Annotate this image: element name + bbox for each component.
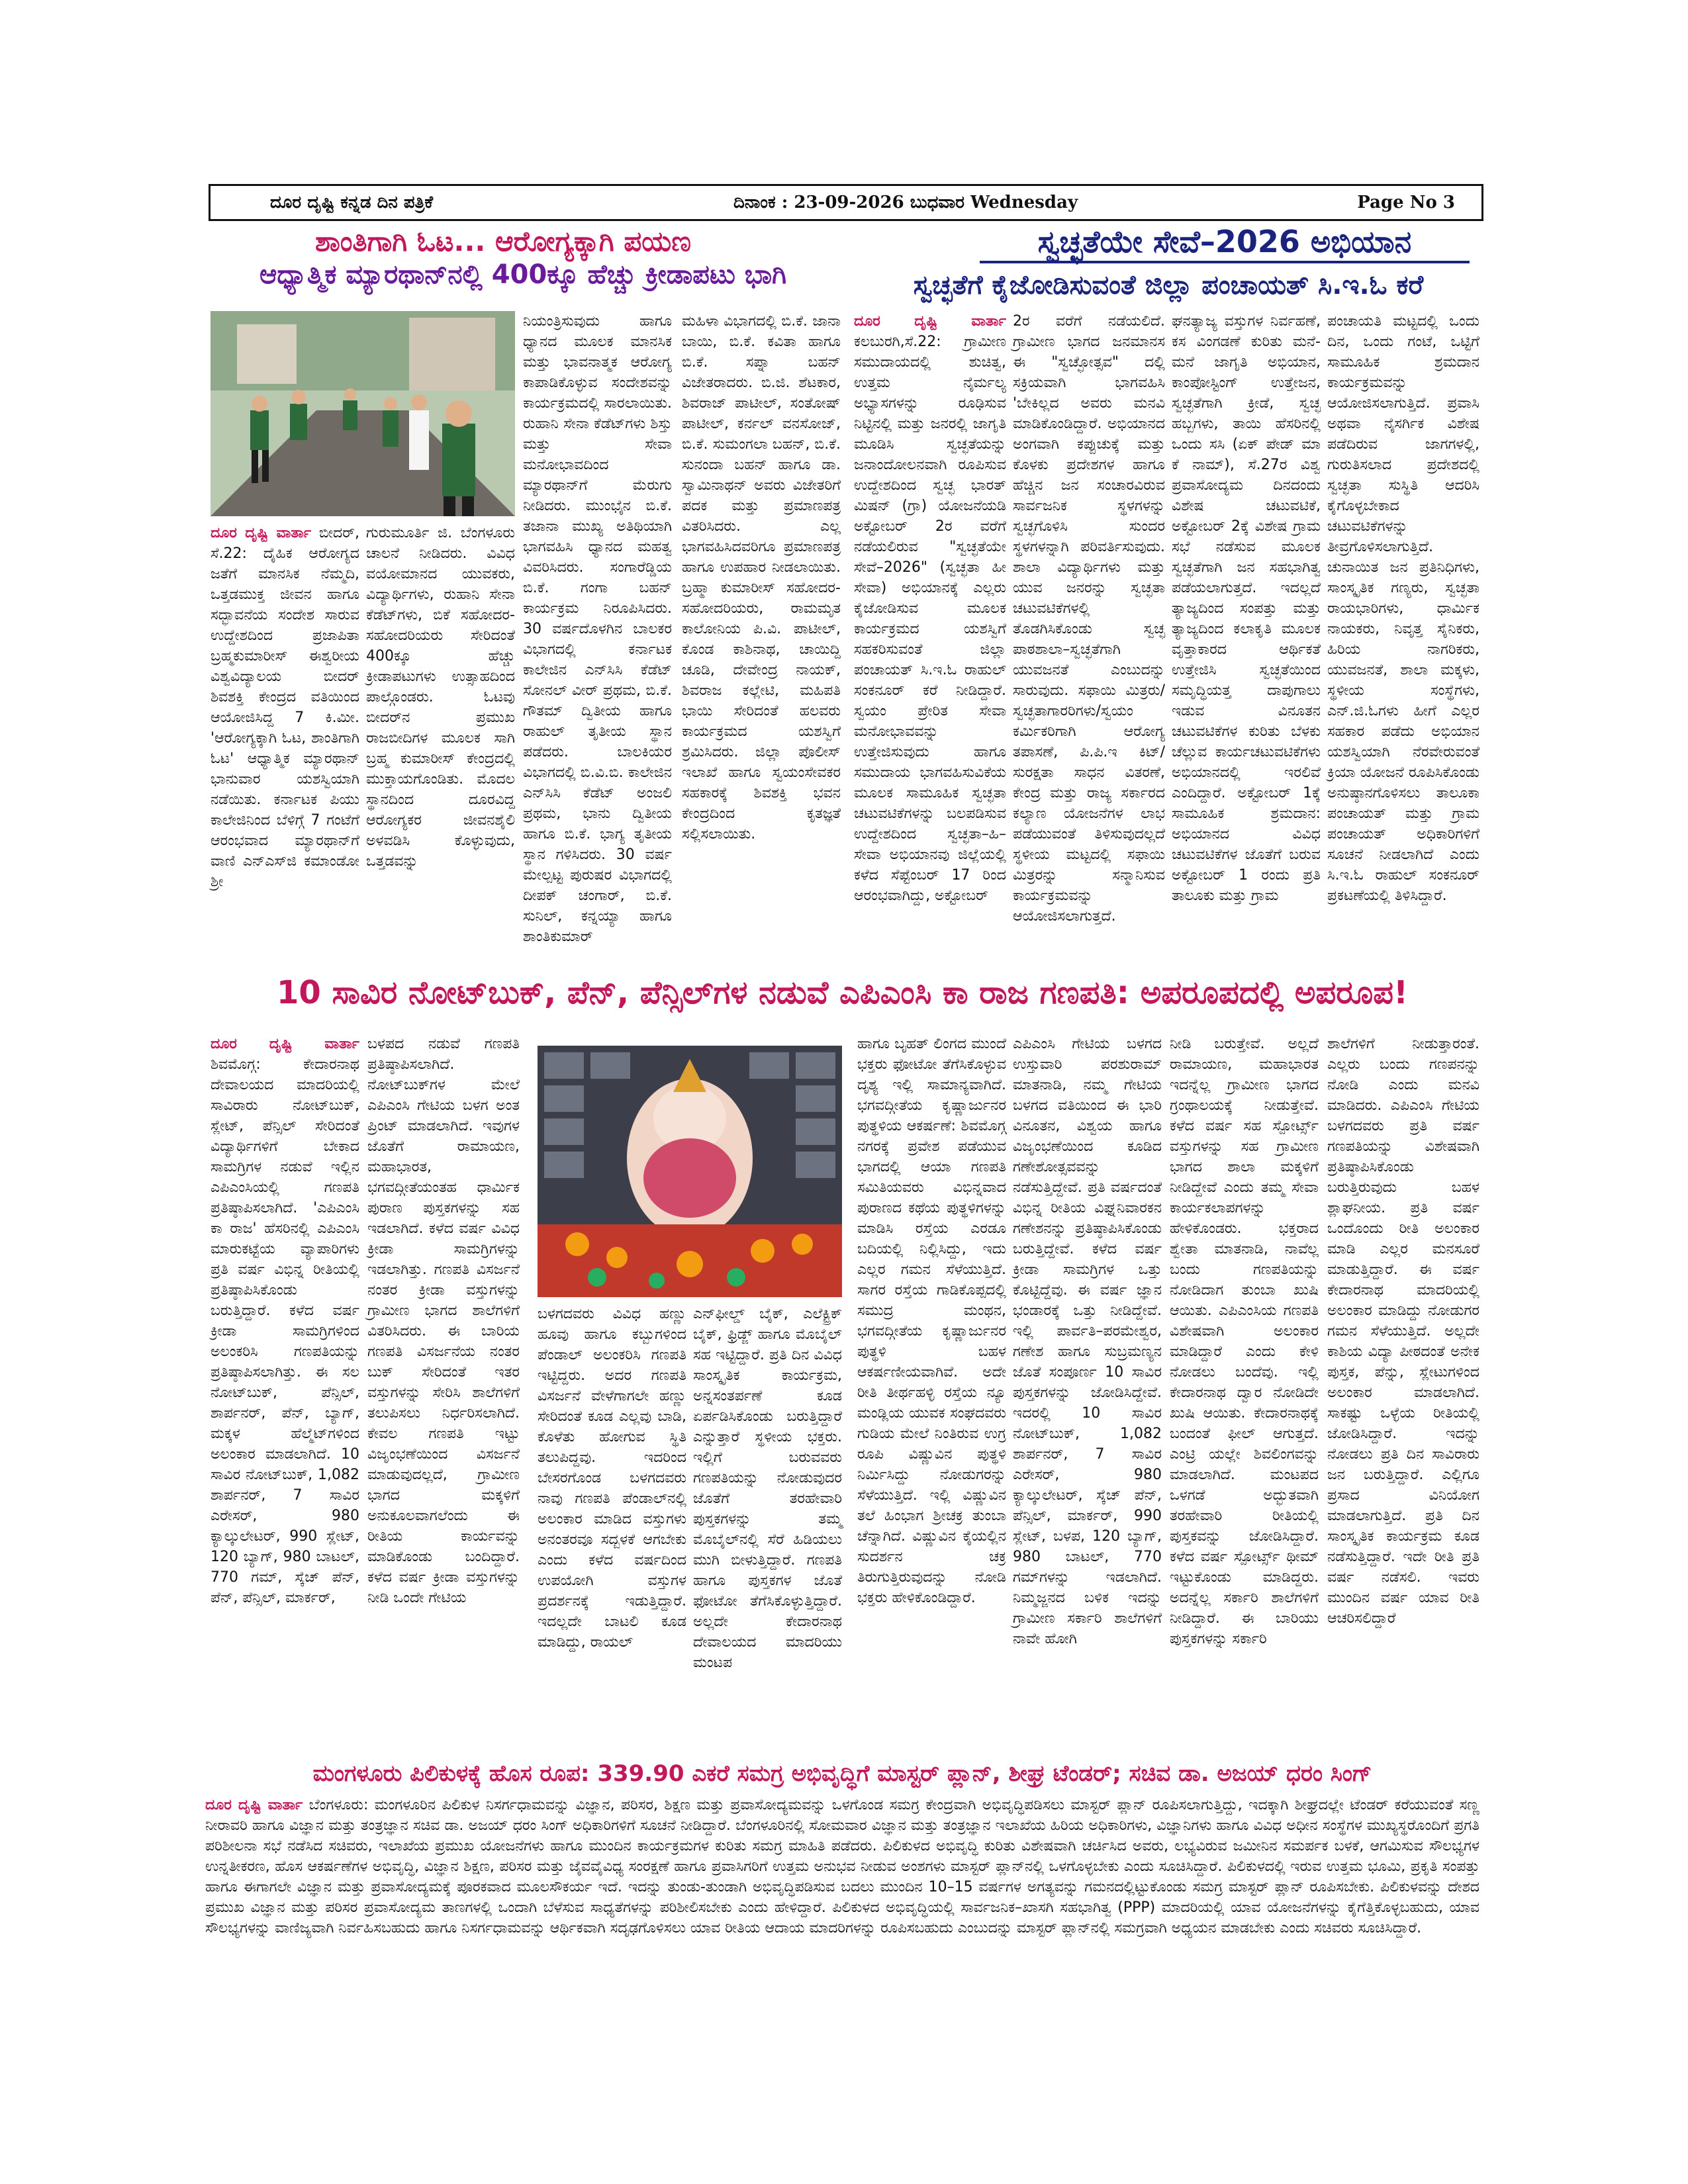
ganapati-text-4: ಎನ್‌ಫೀಲ್ಡ್ ಬೈಕ್, ಎಲೆಕ್ಟ್ರಿಕ್ ಬೈಕ್, ಫ್ರಿಡ್ಜ್ ಹಾಗೂ ಮೊಬೈಲ್ ಸಹ ಇಟ್ಟಿದ್ದಾರೆ. ಪ್ರತಿ ದಿನ ವಿವಿಧ ಸಾಂಸ್ಕೃತಿಕ ಕಾರ್ಯಕ್ರಮ, ಅನ್ನಸಂತರ್ಪಣೆ ಕೂಡ ಏರ್ಪಡಿಸಿಕೊಂಡು ಬರುತ್ತಿದ್ದಾರೆ ಎನ್ನುತ್ತಾರೆ ಸ್ಥಳೀಯ ಭಕ್ತರು. ಇಲ್ಲಿಗೆ ಬರುವವರು ಗಣಪತಿಯನ್ನು ನೋಡುವುದರ ಜೊತೆಗೆ ತರಹೇವಾರಿ ಪುಸ್ತಕಗಳನ್ನು ತಮ್ಮ ಮೊಬೈಲ್‌ನಲ್ಲಿ ಸೆರೆ ಹಿಡಿಯಲು ಮುಗಿ ಬೀಳುತ್ತಿದ್ದಾರೆ. ಗಣಪತಿ ಹಾಗೂ ಪುಸ್ತಕಗಳ ಜೊತೆ ಫೋಟೋ ತೆಗೆಸಿಕೊಳ್ಳುತ್ತಿದ್ದಾರೆ. ಅಲ್ಲದೇ ಕೇದಾರನಾಥ ದೇವಾಲಯದ ಮಾದರಿಯು ಮಂಟಪ — [693, 1306, 842, 1671]
ganapati-text-1: ಶಿವಮೊಗ್ಗ: ಕೇದಾರನಾಥ ದೇವಾಲಯದ ಮಾದರಿಯಲ್ಲಿ ಸಾವಿರಾರು ನೋಟ್‌ಬುಕ್, ಸ್ಲೇಟ್, ಪೆನ್ಸಿಲ್ ಸೇರಿದಂತೆ ವಿದ್ಯಾರ್ಥಿಗಳಿಗೆ ಬೇಕಾದ ಸಾಮಗ್ರಿಗಳ ನಡುವೆ ಇಲ್ಲಿನ ಎಪಿಎಂಸಿಯಲ್ಲಿ ಗಣಪತಿ ಪ್ರತಿಷ್ಠಾಪಿಸಲಾಗಿದೆ. 'ಎಪಿಎಂಸಿ ಕಾ ರಾಜ' ಹೆಸರಿನಲ್ಲಿ ಎಪಿಎಂಸಿ ಮಾರುಕಟ್ಟೆಯ ವ್ಯಾಪಾರಿಗಳು ಪ್ರತಿ ವರ್ಷ ವಿಭಿನ್ನ ರೀತಿಯಲ್ಲಿ ಪ್ರತಿಷ್ಠಾಪಿಸಿಕೊಂಡು ಬರುತ್ತಿದ್ದಾರೆ. ಕಳೆದ ವರ್ಷ ಕ್ರೀಡಾ ಸಾಮಗ್ರಿಗಳಿಂದ ಅಲಂಕರಿಸಿ ಗಣಪತಿಯನ್ನು ಪ್ರತಿಷ್ಠಾಪಿಸಲಾಗಿತ್ತು. ಈ ಸಲ ನೋಟ್‌ಬುಕ್, ಪೆನ್ಸಿಲ್, ಶಾರ್ಪನರ್, ಪೆನ್, ಬ್ಯಾಗ್, ಮಕ್ಕಳ ಹೆಲ್ಮೆಟ್‌ಗಳಿಂದ ಅಲಂಕಾರ ಮಾಡಲಾಗಿದೆ. 10 ಸಾವಿರ ನೋಟ್‌ಬುಕ್, 1,082 ಶಾರ್ಪನರ್, 7 ಸಾವಿರ ಎರೇಸರ್, 980 ಕ್ಯಾಲ್ಕುಲೇಟರ್, 990 ಸ್ಲೇಟ್, 120 ಬ್ಯಾಗ್, 980 ಬಾಟಲ್, 770 ಗಮ್, ಸ್ಕೆಚ್ ಪೆನ್, ಪೆನ್, ಪೆನ್ಸಿಲ್, ಮಾರ್ಕರ್, — [211, 1056, 359, 1606]
ganapati-col-5 — [857, 1034, 1006, 1749]
ganapati-photo-art — [538, 1046, 842, 1297]
left-story-text-3: ನಿಯಂತ್ರಿಸುವುದು ಹಾಗೂ ಧ್ಯಾನದ ಮೂಲಕ ಮಾನಸಿಕ ಮತ್ತು ಭಾವನಾತ್ಮಕ ಆರೋಗ್ಯ ಕಾಪಾಡಿಕೊಳ್ಳುವ ಸಂದೇಶವನ್ನು ಕಾರ್ಯಕ್ರಮದಲ್ಲಿ ಸಾರಲಾಯಿತು. ರುಹಾನಿ ಸೇನಾ ಕೆಡೆಟ್‌ಗಳು ಶಿಸ್ತು ಮತ್ತು ಸೇವಾ ಮನೋಭಾವದಿಂದ ಮ್ಯಾರಥಾನ್‌ಗೆ ಮೆರುಗು ನೀಡಿದರು. ಮುಂಭೈನ ಬಿ.ಕೆ. ತಜಾನಾ ಮುಖ್ಯ ಅತಿಥಿಯಾಗಿ ಭಾಗವಹಿಸಿ ಧ್ಯಾನದ ಮಹತ್ವ ವಿವರಿಸಿದರು. ಸಂಗಾರೆಡ್ಡಿಯ ಬಿ.ಕೆ. ಗಂಗಾ ಬಹನ್ ಕಾರ್ಯಕ್ರಮ ನಿರೂಪಿಸಿದರು. 30 ವರ್ಷದೊಳಗಿನ ಬಾಲಕರ ವಿಭಾಗದಲ್ಲಿ ಕರ್ನಾಟಕ ಕಾಲೇಜಿನ ಎನ್‌ಸಿಸಿ ಕೆಡೆಟ್ ಸೋನಲ್ ವೀರ್ ಪ್ರಥಮ, ಬಿ.ಕೆ. ಗೌತಮ್ ದ್ವಿತೀಯ ಹಾಗೂ ರಾಹುಲ್ ತೃತೀಯ ಸ್ಥಾನ ಪಡೆದರು. ಬಾಲಕಿಯರ ವಿಭಾಗದಲ್ಲಿ ಬಿ.ವಿ.ಬಿ. ಕಾಲೇಜಿನ ಎನ್‌ಸಿಸಿ ಕೆಡೆಟ್ ಅಂಜಲಿ ಪ್ರಥಮ, ಭಾನು ದ್ವಿತೀಯ ಹಾಗೂ ಬಿ.ಕೆ. ಭಾಗ್ಯ ತೃತೀಯ ಸ್ಥಾನ ಗಳಿಸಿದರು. 30 ವರ್ಷ ಮೇಲ್ಪಟ್ಟ ಪುರುಷರ ವಿಭಾಗದಲ್ಲಿ ದೀಪಕ್ ಚಂಗಾರ್, ಬಿ.ಕೆ. ಸುನಿಲ್, ಕನ್ನಯ್ಯಾ ಹಾಗೂ ಶಾಂತಿಕುಮಾರ್ — [523, 313, 672, 945]
right-story-kicker: ಸ್ವಚ್ಛತೆಯೇ ಸೇವೆ–2026 ಅಭಿಯಾನ — [980, 224, 1470, 263]
left-story-kicker: ಶಾಂತಿಗಾಗಿ ಓಟ... ಆರೋಗ್ಯಕ್ಕಾಗಿ ಪಯಣ — [314, 225, 691, 257]
left-story-col-2 — [366, 523, 515, 927]
left-story-text-2: ಗುರುಮೂರ್ತಿ ಜಿ. ಬೆಂಗಳೂರು ಚಾಲನೆ ನೀಡಿದರು. ವಿವಿಧ ವಯೋಮಾನದ ಯುವಕರು, ವಿದ್ಯಾರ್ಥಿಗಳು, ರುಹಾನಿ ಸೇನಾ ಕೆಡೆಟ್‌ಗಳು, ಬಿಕೆ ಸಹೋದರ-ಸಹೋದರಿಯರು ಸೇರಿದಂತೆ 400ಕ್ಕೂ ಹೆಚ್ಚು ಕ್ರೀಡಾಪಟುಗಳು ಉತ್ಸಾಹದಿಂದ ಪಾಲ್ಗೊಂಡರು. ಓಟವು ಬೀದರ್‌ನ ಪ್ರಮುಖ ರಾಜಬೀದಿಗಳ ಮೂಲಕ ಸಾಗಿ ಬ್ರಹ್ಮ ಕುಮಾರೀಸ್ ಕೇಂದ್ರದಲ್ಲಿ ಮುಕ್ತಾಯಗೊಂಡಿತು. ಮೊದಲ ಸ್ಥಾನದಿಂದ ದೂರವಿದ್ದ ಆರೋಗ್ಯಕರ ಜೀವನಶೈಲಿ ಅಳವಡಿಸಿ ಕೊಳ್ಳುವುದು, ಒತ್ತಡವನ್ನು — [366, 525, 515, 870]
ganapati-text-7: ನೀಡಿ ಬರುತ್ತೇವೆ. ಅಲ್ಲದೆ ರಾಮಾಯಣ, ಮಹಾಭಾರತ ಇದನ್ನೆಲ್ಲ ಗ್ರಾಮೀಣ ಭಾಗದ ಗ್ರಂಥಾಲಯಕ್ಕೆ ನೀಡುತ್ತೇವೆ. ಕಳೆದ ವರ್ಷ ಸಹ ಸ್ಪೋರ್ಟ್ಸ್ ವಸ್ತುಗಳನ್ನು ಸಹ ಗ್ರಾಮೀಣ ಭಾಗದ ಶಾಲಾ ಮಕ್ಕಳಿಗೆ ನೀಡಿದ್ದೇವೆ ಎಂದು ತಮ್ಮ ಸೇವಾ ಕಾರ್ಯಕಲಾಪಗಳನ್ನು ಹೇಳಿಕೊಂಡರು. ಭಕ್ತರಾದ ಶ್ವೇತಾ ಮಾತನಾಡಿ, ನಾವೆಲ್ಲ ಬಂದು ಗಣಪತಿಯನ್ನು ನೋಡಿದಾಗ ತುಂಬಾ ಖುಷಿ ಆಯಿತು. ಎಪಿಎಂಸಿಯ ಗಣಪತಿ ವಿಶೇಷವಾಗಿ ಅಲಂಕಾರ ಮಾಡಿದ್ದಾರೆ ಎಂದು ಕೇಳಿ ನೋಡಲು ಬಂದೆವು. ಇಲ್ಲಿ ಕೇದಾರನಾಥ ದ್ವಾರ ನೋಡಿದೇ ಖುಷಿ ಆಯಿತು. ಕೇದಾರನಾಥಕ್ಕೆ ಬಂದಂತೆ ಫೀಲ್ ಆಗುತ್ತದೆ. ಎಂಟ್ರಿ ಯಲ್ಲೇ ಶಿವಲಿಂಗವನ್ನು ಮಾಡಲಾಗಿದೆ. ಮಂಟಪದ ಒಳಗಡೆ ಅದ್ಭುತವಾಗಿ ತರಹೇವಾರಿ ರೀತಿಯಲ್ಲಿ ಪುಸ್ತಕವನ್ನು ಜೋಡಿಸಿದ್ದಾರೆ. ಕಳೆದ ವರ್ಷ ಸ್ಪೋರ್ಟ್ಸ್ ಥೀಮ್ ಇಟ್ಟುಕೊಂಡು ಮಾಡಿದ್ದರು. ಅದನ್ನೆಲ್ಲ ಸರ್ಕಾರಿ ಶಾಲೆಗಳಿಗೆ ನೀಡಿದ್ದಾರೆ. ಈ ಬಾರಿಯು ಪುಸ್ತಕಗಳನ್ನು ಸರ್ಕಾರಿ — [1170, 1036, 1319, 1647]
ganapati-col-6 — [1013, 1034, 1162, 1749]
marathon-photo — [211, 311, 515, 516]
right-story-text-3: ಘನತ್ಯಾಜ್ಯ ವಸ್ತುಗಳ ನಿರ್ವಹಣೆ, ಕಸ ವಿಂಗಡಣೆ ಕುರಿತು ಮನೆ-ಮನೆ ಜಾಗೃತಿ ಅಭಿಯಾನ, ಕಾಂಪೋಸ್ಟಿಂಗ್ ಉತ್ತೇಜನ, ಸ್ವಚ್ಛತೆಗಾಗಿ ಕ್ರೀಡೆ, ಸ್ವಚ್ಛ ಹಬ್ಬಗಳು, ತಾಯಿ ಹೆಸರಿನಲ್ಲಿ ಒಂದು ಸಸಿ (ಏಕ್ ಪೇಡ್ ಮಾ ಕೆ ನಾಮ್), ಸೆ.27ರ ವಿಶ್ವ ಪ್ರವಾಸೋದ್ಯಮ ದಿನದಂದು ವಿಶೇಷ ಚಟುವಟಿಕೆ, ಅಕ್ಟೋಬರ್ 2ಕ್ಕೆ ವಿಶೇಷ ಗ್ರಾಮ ಸಭೆ ನಡೆಸುವ ಮೂಲಕ ಸ್ವಚ್ಛತೆಗಾಗಿ ಜನ ಸಹಭಾಗಿತ್ವ ಪಡೆಯಲಾಗುತ್ತದೆ. ಇದಲ್ಲದೆ ತ್ಯಾಜ್ಯದಿಂದ ಸಂಪತ್ತು ಮತ್ತು ತ್ಯಾಜ್ಯದಿಂದ ಕಲಾಕೃತಿ ಮೂಲಕ ವೃತ್ತಾಕಾರದ ಆರ್ಥಿಕತೆ ಉತ್ತೇಜಿಸಿ ಸ್ವಚ್ಛತೆಯಿಂದ ಸಮೃದ್ಧಿಯತ್ತ ದಾಪುಗಾಲು ಇಡುವ ವಿನೂತನ ಚಟುವಟಿಕೆಗಳ ಕುರಿತು ಬೆಳಕು ಚೆಲ್ಲುವ ಕಾರ್ಯಚಟುವಟಿಕೆಗಳು ಅಭಿಯಾನದಲ್ಲಿ ಇರಲಿವೆ ಎಂದಿದ್ದಾರೆ. ಅಕ್ಟೋಬರ್ 1ಕ್ಕೆ ಸಾಮೂಹಿಕ ಶ್ರಮದಾನ: ಅಭಿಯಾನದ ವಿವಿಧ ಚಟುವಟಿಕೆಗಳ ಜೊತೆಗೆ ಬರುವ ಅಕ್ಟೋಬರ್ 1 ರಂದು ಪ್ರತಿ ತಾಲೂಕು ಮತ್ತು ಗ್ರಾಮ — [1172, 313, 1321, 904]
right-story-byline: ದೂರ ದೃಷ್ಟಿ ವಾರ್ತಾ — [854, 313, 1006, 330]
mangaluru-byline: ದೂರ ದೃಷ್ಟಿ ವಾರ್ತಾ — [205, 1797, 303, 1813]
left-story-text-4: ಮಹಿಳಾ ವಿಭಾಗದಲ್ಲಿ ಬಿ.ಕೆ. ಜಾನಾ ಬಾಯಿ, ಬಿ.ಕೆ. ಕವಿತಾ ಹಾಗೂ ಬಿ.ಕೆ. ಸಪ್ನಾ ಬಹನ್ ವಿಜೇತರಾದರು. ಬಿ.ಜಿ. ಶೆಟಕಾರ, ಶಿವರಾಜ್ ಪಾಟೀಲ್, ಸಂತೋಷ್ ಪಾಟೀಲ್, ಕರ್ನಲ್ ವನಸೋಜ್, ಬಿ.ಕೆ. ಸುಮಂಗಲಾ ಬಹನ್, ಬಿ.ಕೆ. ಸುನಂದಾ ಬಹನ್ ಹಾಗೂ ಡಾ. ಸ್ವಾಮಿನಾಥನ್ ಅವರು ವಿಜೇತರಿಗೆ ಪದಕ ಮತ್ತು ಪ್ರಮಾಣಪತ್ರ ವಿತರಿಸಿದರು. ಎಲ್ಲ ಭಾಗವಹಿಸಿದವರಿಗೂ ಪ್ರಮಾಣಪತ್ರ ಹಾಗೂ ಉಪಹಾರ ನೀಡಲಾಯಿತು. ಬ್ರಹ್ಮಾ ಕುಮಾರೀಸ್ ಸಹೋದರ-ಸಹೋದರಿಯರು, ರಾಮಮೃತ ಕಾಲೋನಿಯ ಪಿ.ವಿ. ಪಾಟೀಲ್, ಕೊಂಡ ಕಾಶಿನಾಥ, ಚಾಯಿದ್ದಿ ಚೂಡಿ, ದೇವೇಂದ್ರ ನಾಯಕ್, ಶಿವರಾಜ ಕಲ್ಲೇಟಿ, ಮಹಿಪತಿ ಭಾಯಿ ಸೇರಿದಂತೆ ಹಲವರು ಕಾರ್ಯಕ್ರಮದ ಯಶಸ್ವಿಗೆ ಶ್ರಮಿಸಿದರು. ಜಿಲ್ಲಾ ಪೊಲೀಸ್ ಇಲಾಖೆ ಹಾಗೂ ಸ್ವಯಂಸೇವಕರ ಸಹಕಾರಕ್ಕೆ ಶಿವಶಕ್ತಿ ಭವನ ಕೇಂದ್ರದಿಂದ ಕೃತಜ್ಞತೆ ಸಲ್ಲಿಸಲಾಯಿತು. — [682, 313, 841, 842]
right-story-text-2: 2ರ ವರೆಗೆ ನಡೆಯಲಿದೆ. ಗ್ರಾಮೀಣ ಭಾಗದ ಜನಮಾನಸ ಈ "ಸ್ವಚ್ಛೋತ್ಸವ" ದಲ್ಲಿ ಸಕ್ರಿಯವಾಗಿ ಭಾಗವಹಿಸಿ 'ಬೇಕಿಲ್ಲದ ಅವರು ಮನವಿ ಮಾಡಿಕೊಂಡಿದ್ದಾರೆ. ಅಭಿಯಾನದ ಅಂಗವಾಗಿ ಕಪ್ಪುಚುಕ್ಕೆ ಮತ್ತು ಕೊಳಕು ಪ್ರದೇಶಗಳ ಹಾಗೂ ಹೆಚ್ಚಿನ ಜನ ಸಂಚಾರವಿರುವ ಸಾರ್ವಜನಿಕ ಸ್ಥಳಗಳನ್ನು ಸ್ವಚ್ಛಗೊಳಿಸಿ ಸುಂದರ ಸ್ಥಳಗಳನ್ನಾಗಿ ಪರಿವರ್ತಿಸುವುದು. ಶಾಲಾ ವಿದ್ಯಾರ್ಥಿಗಳು ಮತ್ತು ಯುವ ಜನರನ್ನು ಸ್ವಚ್ಛತಾ ಚಟುವಟಿಕೆಗಳಲ್ಲಿ ತೊಡಗಿಸಿಕೊಂಡು ಸ್ವಚ್ಛ ಪಾಠಶಾಲಾ–ಸ್ವಚ್ಛತೆಗಾಗಿ ಯುವಜನತೆ ಎಂಬುದನ್ನು ಸಾರುವುದು. ಸಫಾಯಿ ಮಿತ್ರರು/ಸ್ವಚ್ಛತಾಗಾರರಿಗಳು/ಸ್ವಯಂ ಕರ್ಮಿಕರಿಗಾಗಿ ಆರೋಗ್ಯ ತಪಾಸಣೆ, ಪಿ.ಪಿ.ಇ ಕಿಟ್/ ಸುರಕ್ಷತಾ ಸಾಧನ ವಿತರಣೆ, ಕೇಂದ್ರ ಮತ್ತು ರಾಜ್ಯ ಸರ್ಕಾರದ ಕಲ್ಯಾಣ ಯೋಜನೆಗಳ ಲಾಭ ಪಡೆಯುವಂತೆ ತಿಳಿಸುವುದಲ್ಲದೆ ಸ್ಥಳೀಯ ಮಟ್ಟದಲ್ಲಿ ಸಫಾಯಿ ಮಿತ್ರರನ್ನು ಸನ್ಮಾನಿಸುವ ಕಾರ್ಯಕ್ರಮವನ್ನು ಆಯೋಜಿಸಲಾಗುತ್ತದೆ. — [1013, 313, 1165, 925]
ganapati-text-5: ಹಾಗೂ ಬೃಹತ್ ಲಿಂಗದ ಮುಂದೆ ಭಕ್ತರು ಫೋಟೋ ತೆಗೆಸಿಕೊಳ್ಳುವ ದೃಶ್ಯ ಇಲ್ಲಿ ಸಾಮಾನ್ಯವಾಗಿದೆ. ಭಗವದ್ಗೀತೆಯ ಕೃಷ್ಣಾರ್ಜುನರ ಪುತ್ಥಳಿಯ ಆಕರ್ಷಣೆ: ಶಿವಮೊಗ್ಗ ನಗರಕ್ಕೆ ಪ್ರವೇಶ ಪಡೆಯುವ ಭಾಗದಲ್ಲಿ ಆಯಾ ಗಣಪತಿ ಸಮಿತಿಯವರು ವಿಭಿನ್ನವಾದ ಪುರಾಣದ ಕಥೆಯ ಪುತ್ಥಳಿಗಳನ್ನು ಮಾಡಿಸಿ ರಸ್ತೆಯ ಎರಡೂ ಬದಿಯಲ್ಲಿ ನಿಲ್ಲಿಸಿದ್ದು, ಇದು ಎಲ್ಲರ ಗಮನ ಸೆಳೆಯುತ್ತಿದೆ. ಸಾಗರ ರಸ್ತೆಯ ಗಾಡಿಕೊಪ್ಪದಲ್ಲಿ ಸಮುದ್ರ ಮಂಥನ, ಭಗವದ್ಗೀತೆಯ ಕೃಷ್ಣಾರ್ಜುನರ ಪುತ್ಥಳಿ ಬಹಳ ಆಕರ್ಷಣೀಯವಾಗಿವೆ. ಅದೇ ರೀತಿ ತೀರ್ಥಹಳ್ಳಿ ರಸ್ತೆಯ ನ್ಯೂ ಮಂಡ್ಲಿಯ ಯುವಕ ಸಂಘದವರು ಗುಡಿಯ ಮೇಲೆ ನಿಂತಿರುವ ಉಗ್ರ ರೂಪಿ ವಿಷ್ಣುವಿನ ಪುತ್ಥಳಿ ನಿರ್ಮಿಸಿದ್ದು ನೋಡುಗರನ್ನು ಸೆಳೆಯುತ್ತಿದೆ. ಇಲ್ಲಿ ವಿಷ್ಣುವಿನ ತಲೆ ಹಿಂಭಾಗ ಶ್ರೀಚಕ್ರ ತುಂಬಾ ಚೆನ್ನಾಗಿದೆ. ವಿಷ್ಣುವಿನ ಕೈಯಲ್ಲಿನ ಸುದರ್ಶನ ಚಕ್ರ ತಿರುಗುತ್ತಿರುವುದನ್ನು ನೋಡಿ ಭಕ್ತರು ಹೇಳಿಕೊಂಡಿದ್ದಾರೆ. — [857, 1036, 1006, 1606]
left-story-headline: ಆಧ್ಯಾತ್ಮಿಕ ಮ್ಯಾರಥಾನ್‌ನಲ್ಲಿ 400ಕ್ಕೂ ಹೆಚ್ಚು ಕ್ರೀಡಾಪಟು ಭಾಗಿ — [259, 259, 787, 290]
ganapati-col-2 — [367, 1034, 520, 1749]
left-story-byline: ದೂರ ದೃಷ್ಟಿ ವಾರ್ತಾ — [211, 525, 312, 541]
masthead — [209, 184, 1483, 221]
right-story-col-1 — [854, 311, 1006, 927]
ganapati-col-3 — [538, 1304, 686, 1749]
ganapati-text-6: ಎಪಿಎಂಸಿ ಗೇಟಿಯ ಬಳಗದ ಉಸ್ತುವಾರಿ ಪರಶುರಾಮ್ ಮಾತನಾಡಿ, ನಮ್ಮ ಗೇಟಿಯ ಬಳಗದ ವತಿಯಿಂದ ಈ ಭಾರಿ ವಿನೂತನ, ವಿಶ್ವಯ ಹಾಗೂ ವಿಜೃಂಭಣೆಯಿಂದ ಕೂಡಿದ ಗಣೇಶೋತ್ಸವವನ್ನು ನಡೆಸುತ್ತಿದ್ದೇವೆ. ಪ್ರತಿ ವರ್ಷದಂತೆ ವಿಭಿನ್ನ ರೀತಿಯ ವಿಘ್ನನಿವಾರಕನ ಗಣೇಶನನ್ನು ಪ್ರತಿಷ್ಠಾಪಿಸಿಕೊಂಡು ಬರುತ್ತಿದ್ದೇವೆ. ಕಳೆದ ವರ್ಷ ಕ್ರೀಡಾ ಸಾಮಗ್ರಿಗಳ ಒತ್ತು ಕೊಟ್ಟಿದ್ದೆವು. ಈ ವರ್ಷ ಜ್ಞಾನ ಭಂಡಾರಕ್ಕೆ ಒತ್ತು ನೀಡಿದ್ದೇವೆ. ಇಲ್ಲಿ ಪಾರ್ವತಿ–ಪರಮೇಶ್ವರ, ಗಣೇಶ ಹಾಗೂ ಸುಬ್ರಮಣ್ಯನ ಜೊತೆ ಸಂಪೂರ್ಣ 10 ಸಾವಿರ ಪುಸ್ತಕಗಳನ್ನು ಜೋಡಿಸಿದ್ದೇವೆ. ಇದರಲ್ಲಿ 10 ಸಾವಿರ ನೋಟ್‌ಬುಕ್, 1,082 ಶಾರ್ಪನರ್, 7 ಸಾವಿರ ಎರೇಸರ್, 980 ಕ್ಯಾಲ್ಕುಲೇಟರ್, ಸ್ಕೆಚ್ ಪೆನ್, ಪೆನ್ಸಿಲ್, ಮಾರ್ಕರ್, 990 ಸ್ಲೇಟ್, ಬಳಪ, 120 ಬ್ಯಾಗ್, 980 ಬಾಟಲ್, 770 ಗಮ್‌ಗಳನ್ನು ಇಡಲಾಗಿದೆ. ನಿಮ್ಮಜ್ಜನದ ಬಳಿಕ ಇದನ್ನು ಗ್ರಾಮೀಣ ಸರ್ಕಾರಿ ಶಾಲೆಗಳಿಗೆ ನಾವೇ ಹೋಗಿ — [1013, 1036, 1162, 1647]
ganapati-headline: 10 ಸಾವಿರ ನೋಟ್‌ಬುಕ್, ಪೆನ್, ಪೆನ್ಸಿಲ್‌ಗಳ ನಡುವೆ ಎಪಿಎಂಸಿ ಕಾ ರಾಜ ಗಣಪತಿ: ಅಪರೂಪದಲ್ಲಿ ಅಪರೂಪ! — [277, 974, 1408, 1011]
left-story-col-3 — [523, 311, 672, 945]
ganapati-text-8: ಶಾಲೆಗಳಿಗೆ ನೀಡುತ್ತಾರಂತೆ. ಎಲ್ಲರು ಬಂದು ಗಣಪನನ್ನು ನೋಡಿ ಎಂದು ಮನವಿ ಮಾಡಿದರು. ಎಪಿಎಂಸಿ ಗೇಟಿಯ ಬಳಗದವರು ಪ್ರತಿ ವರ್ಷ ಗಣಪತಿಯನ್ನು ವಿಶೇಷವಾಗಿ ಪ್ರತಿಷ್ಠಾಪಿಸಿಕೊಂಡು ಬರುತ್ತಿರುವುದು ಬಹಳ ಶ್ಲಾಘನೀಯ. ಪ್ರತಿ ವರ್ಷ ಒಂದೊಂದು ರೀತಿ ಅಲಂಕಾರ ಮಾಡಿ ಎಲ್ಲರ ಮನಸೂರೆ ಮಾಡುತ್ತಿದ್ದಾರೆ. ಈ ವರ್ಷ ಕೇದಾರನಾಥ ಮಾದರಿಯಲ್ಲಿ ಅಲಂಕಾರ ಮಾಡಿದ್ದು ನೋಡುಗರ ಗಮನ ಸೆಳೆಯುತ್ತಿದೆ. ಅಲ್ಲದೇ ಕಾಶಿಯ ವಿದ್ಯಾ ಪೀಠದಂತೆ ಅನೇಕ ಪುಸ್ತಕ, ಪೆನ್ನು, ಸ್ಲೇಟುಗಳಿಂದ ಅಲಂಕಾರ ಮಾಡಲಾಗಿದೆ. ಸಾಕಷ್ಟು ಒಳ್ಳೆಯ ರೀತಿಯಲ್ಲಿ ಜೋಡಿಸಿದ್ದಾರೆ. ಇದನ್ನು ನೋಡಲು ಪ್ರತಿ ದಿನ ಸಾವಿರಾರು ಜನ ಬರುತ್ತಿದ್ದಾರೆ. ಎಲ್ಲಿಗೂ ಪ್ರಸಾದ ವಿನಿಯೋಗ ಮಾಡಲಾಗುತ್ತಿದೆ. ಪ್ರತಿ ದಿನ ಸಾಂಸ್ಕೃತಿಕ ಕಾರ್ಯಕ್ರಮ ಕೂಡ ನಡೆಸುತ್ತಿದ್ದಾರೆ. ಇದೇ ರೀತಿ ಪ್ರತಿ ವರ್ಷ ನಡೆಸಲಿ. ಇವರು ಮುಂದಿನ ವರ್ಷ ಯಾವ ರೀತಿ ಆಚರಿಸಲಿದ್ದಾರೆ — [1327, 1036, 1479, 1627]
ganapati-text-3: ಬಳಗದವರು ವಿವಿಧ ಹಣ್ಣು ಹೂವು ಹಾಗೂ ಕಬ್ಬುಗಳಿಂದ ಪೆಂಡಾಲ್ ಅಲಂಕರಿಸಿ ಗಣಪತಿ ಇಟ್ಟಿದ್ದರು. ಅದರ ಗಣಪತಿ ವಿಸರ್ಜನೆ ವೇಳೆಗಾಗಲೇ ಹಣ್ಣು ಸೇರಿದಂತೆ ಕೂಡ ಎಲ್ಲವು ಬಾಡಿ, ಕೊಳೆತು ಹೋಗುವ ಸ್ಥಿತಿ ತಲುಪಿದ್ದವು. ಇದರಿಂದ ಬೇಸರಗೊಂಡ ಬಳಗದವರು ನಾವು ಗಣಪತಿ ಪೆಂಡಾಲ್‌ನಲ್ಲಿ ಅಲಂಕಾರ ಮಾಡಿದ ವಸ್ತುಗಳು ಅನಂತರವೂ ಸದ್ಬಳಕೆ ಆಗಬೇಕು ಎಂದು ಕಳೆದ ವರ್ಷದಿಂದ ಉಪಯೋಗಿ ವಸ್ತುಗಳ ಪ್ರದರ್ಶನಕ್ಕೆ ಇಡುತ್ತಿದ್ದಾರೆ. ಇದಲ್ಲದೇ ಬಾಟಲಿ ಕೂಡ ಮಾಡಿದ್ದು, ರಾಯಲ್ — [538, 1306, 686, 1651]
ganapati-photo — [538, 1046, 842, 1297]
right-story-text-1: ಕಲಬುರಗಿ,ಸೆ.22: ಗ್ರಾಮೀಣ ಸಮುದಾಯದಲ್ಲಿ ಶುಚಿತ್ವ, ಉತ್ತಮ ನೈರ್ಮಲ್ಯ ಅಭ್ಯಾಸಗಳನ್ನು ರೂಢಿಸುವ ನಿಟ್ಟಿನಲ್ಲಿ ಮತ್ತು ಜನರಲ್ಲಿ ಜಾಗೃತಿ ಮೂಡಿಸಿ ಸ್ವಚ್ಛತೆಯನ್ನು ಜನಾಂದೋಲನವಾಗಿ ರೂಪಿಸುವ ಉದ್ದೇಶದಿಂದ ಸ್ವಚ್ಛ ಭಾರತ್ ಮಿಷನ್ (ಗ್ರಾ) ಯೋಜನೆಯಡಿ ಅಕ್ಟೋಬರ್ 2ರ ವರೆಗೆ ನಡೆಯಲಿರುವ "ಸ್ವಚ್ಛತೆಯೇ ಸೇವೆ–2026" (ಸ್ವಚ್ಛತಾ ಹೀ ಸೇವಾ) ಅಭಿಯಾನಕ್ಕೆ ಎಲ್ಲರು ಕೈಜೋಡಿಸುವ ಮೂಲಕ ಕಾರ್ಯಕ್ರಮದ ಯಶಸ್ವಿಗೆ ಸಹಕರಿಸುವಂತೆ ಜಿಲ್ಲಾ ಪಂಚಾಯತ್ ಸಿ.ಇ.ಓ ರಾಹುಲ್ ಸಂಕನೂರ್ ಕರೆ ನೀಡಿದ್ದಾರೆ. ಸ್ವಯಂ ಪ್ರೇರಿತ ಸೇವಾ ಮನೋಭಾವವನ್ನು ಉತ್ತೇಜಿಸುವುದು ಹಾಗೂ ಸಮುದಾಯ ಭಾಗವಹಿಸುವಿಕೆಯ ಮೂಲಕ ಸಾಮೂಹಿಕ ಸ್ವಚ್ಛತಾ ಚಟುವಟಿಕೆಗಳನ್ನು ಬಲಪಡಿಸುವ ಉದ್ದೇಶದಿಂದ ಸ್ವಚ್ಛತಾ–ಹಿ–ಸೇವಾ ಅಭಿಯಾನವು ಜಿಲ್ಲೆಯಲ್ಲಿ ಕಳೆದ ಸೆಪ್ಟೆಂಬರ್ 17 ರಿಂದ ಆರಂಭವಾಗಿದ್ದು, ಅಕ್ಟೋಬರ್ — [854, 334, 1006, 904]
mangaluru-text: ಬೆಂಗಳೂರು: ಮಂಗಳೂರಿನ ಪಿಲಿಕುಳ ನಿಸರ್ಗಧಾಮವನ್ನು ವಿಜ್ಞಾನ, ಪರಿಸರ, ಶಿಕ್ಷಣ ಮತ್ತು ಪ್ರವಾಸೋದ್ಯಮವನ್ನು ಒಳಗೊಂಡ ಸಮಗ್ರ ಕೇಂದ್ರವಾಗಿ ಅಭಿವೃದ್ಧಿಪಡಿಸಲು ಮಾಸ್ಟರ್ ಪ್ಲಾನ್ ರೂಪಿಸಲಾಗುತ್ತಿದ್ದು, ಇದಕ್ಕಾಗಿ ಶೀಘ್ರದಲ್ಲೇ ಟೆಂಡರ್ ಕರೆಯುವಂತೆ ಸಣ್ಣ ನೀರಾವರಿ ಹಾಗೂ ವಿಜ್ಞಾನ ಮತ್ತು ತಂತ್ರಜ್ಞಾನ ಸಚಿವ ಡಾ. ಅಜಯ್ ಧರಂ ಸಿಂಗ್ ಅಧಿಕಾರಿಗಳಿಗೆ ಸೂಚನೆ ನೀಡಿದ್ದಾರೆ. ಬೆಂಗಳೂರಿನಲ್ಲಿ ಸೋಮವಾರ ವಿಜ್ಞಾನ ಮತ್ತು ತಂತ್ರಜ್ಞಾನ ಇಲಾಖೆಯ ಹಿರಿಯ ಅಧಿಕಾರಿಗಳು, ವಿಜ್ಞಾನಿಗಳು ಹಾಗೂ ವಿವಿಧ ಅಧೀನ ಸಂಸ್ಥೆಗಳ ಮುಖ್ಯಸ್ಥರೊಂದಿಗೆ ಪ್ರಗತಿ ಪರಿಶೀಲನಾ ಸಭೆ ನಡೆಸಿದ ಸಚಿವರು, ಇಲಾಖೆಯ ಪ್ರಮುಖ ಯೋಜನೆಗಳು ಹಾಗೂ ಮುಂದಿನ ಕಾರ್ಯಕ್ರಮಗಳ ಕುರಿತು ಸಮಗ್ರ ಮಾಹಿತಿ ಪಡೆದರು. ಪಿಲಿಕುಳದ ಅಭಿವೃದ್ಧಿ ಕುರಿತು ವಿಶೇಷವಾಗಿ ಚರ್ಚಿಸಿದ ಅವರು, ಲಭ್ಯವಿರುವ ಜಮೀನಿನ ಸಮರ್ಪಕ ಬಳಕೆ, ಆಗಮಿಸುವ ಸೌಲಭ್ಯಗಳ ಉನ್ನತೀಕರಣ, ಹೊಸ ಆಕರ್ಷಣೆಗಳ ಅಭಿವೃದ್ಧಿ, ವಿಜ್ಞಾನ ಶಿಕ್ಷಣ, ಪರಿಸರ ಮತ್ತು ಜೈವವೈವಿಧ್ಯ ಸಂರಕ್ಷಣೆ ಹಾಗೂ ಪ್ರವಾಸಿಗರಿಗೆ ಉತ್ತಮ ಅನುಭವ ನೀಡುವ ಅಂಶಗಳು ಮಾಸ್ಟರ್ ಪ್ಲಾನ್‌ನಲ್ಲಿ ಒಳಗೊಳ್ಳಬೇಕು ಎಂದು ಸೂಚಿಸಿದ್ದಾರೆ. ಪಿಲಿಕುಳದಲ್ಲಿ ಇರುವ ಉತ್ತಮ ಭೂಮಿ, ಪ್ರಕೃತಿ ಸಂಪತ್ತು ಹಾಗೂ ಈಗಾಗಲೇ ವಿಜ್ಞಾನ ಮತ್ತು ಪ್ರವಾಸೋದ್ಯಮಕ್ಕೆ ಪೂರಕವಾದ ಮೂಲಸೌಕರ್ಯ ಇದೆ. ಇದನ್ನು ತುಂಡು-ತುಂಡಾಗಿ ಅಭಿವೃದ್ಧಿಪಡಿಸುವ ಬದಲು ಮುಂದಿನ 10–15 ವರ್ಷಗಳ ಅಗತ್ಯವನ್ನು ಗಮನದಲ್ಲಿಟ್ಟುಕೊಂಡು ಸಮಗ್ರ ಮಾಸ್ಟರ್ ಪ್ಲಾನ್ ರೂಪಿಸಬೇಕು. ಪಿಲಿಕುಳವನ್ನು ದೇಶದ ಪ್ರಮುಖ ವಿಜ್ಞಾನ ಮತ್ತು ಪರಿಸರ ಪ್ರವಾಸೋದ್ಯಮ ತಾಣಗಳಲ್ಲಿ ಒಂದಾಗಿ ಬೆಳೆಸುವ ಸಾಧ್ಯತೆಗಳನ್ನು ಪರಿಶೀಲಿಸಬೇಕು ಎಂದು ಹೇಳಿದ್ದಾರೆ. ಪಿಲಿಕುಳದ ಅಭಿವೃದ್ಧಿಯಲ್ಲಿ ಸಾರ್ವಜನಿಕ–ಖಾಸಗಿ ಸಹಭಾಗಿತ್ವ (PPP) ಮಾದರಿಯಲ್ಲಿ ಯಾವ ಯೋಜನೆಗಳನ್ನು ಕೈಗೆತ್ತಿಕೊಳ್ಳಬಹುದು, ಯಾವ ಸೌಲಭ್ಯಗಳನ್ನು ವಾಣಿಜ್ಯವಾಗಿ ನಿರ್ವಹಿಸಬಹುದು ಹಾಗೂ ನಿಸರ್ಗಧಾಮವನ್ನು ಆರ್ಥಿಕವಾಗಿ ಸದೃಢಗೊಳಿಸಲು ಯಾವ ರೀತಿಯ ಆದಾಯ ಮಾದರಿಗಳನ್ನು ರೂಪಿಸಬಹುದು ಎಂಬುದನ್ನು ಮಾಸ್ಟರ್ ಪ್ಲಾನ್‌ನಲ್ಲಿ ಸಮಗ್ರವಾಗಿ ಅಧ್ಯಯನ ಮಾಡಬೇಕು ಎಂದು ಸಚಿವರು ಸೂಚಿಸಿದ್ದಾರೆ. — [205, 1797, 1480, 1936]
mangaluru-headline: ಮಂಗಳೂರು ಪಿಲಿಕುಳಕ್ಕೆ ಹೊಸ ರೂಪ: 339.90 ಎಕರೆ ಸಮಗ್ರ ಅಭಿವೃದ್ಧಿಗೆ ಮಾಸ್ಟರ್ ಪ್ಲಾನ್, ಶೀಘ್ರ ಟೆಂಡರ್; ಸಚಿವ ಡಾ. ಅಜಯ್ ಧರಂ ಸಿಂಗ್ — [312, 1760, 1372, 1787]
ganapati-col-7 — [1170, 1034, 1319, 1749]
ganapati-col-4 — [693, 1304, 842, 1749]
page-number: Page No 3 — [1357, 193, 1455, 212]
left-story-col-4 — [682, 311, 841, 927]
marathon-photo-art — [211, 311, 515, 516]
right-story-text-4: ಪಂಚಾಯತಿ ಮಟ್ಟದಲ್ಲಿ ಒಂದು ದಿನ, ಒಂದು ಗಂಟೆ, ಒಟ್ಟಿಗೆ ಸಾಮೂಹಿಕ ಶ್ರಮದಾನ ಕಾರ್ಯಕ್ರಮವನ್ನು ಆಯೋಜಿಸಲಾಗುತ್ತಿದೆ. ಪ್ರವಾಸಿ ಅಥವಾ ನೈಸರ್ಗಿಕ ವಿಶೇಷ ಪಡೆದಿರುವ ಜಾಗಗಳಲ್ಲಿ, ಗುರುತಿಸಲಾದ ಪ್ರದೇಶದಲ್ಲಿ ಸ್ವಚ್ಛತಾ ಸುಸ್ಥಿತಿ ಆದರಿಸಿ ಕೈಗೊಳ್ಳಬೇಕಾದ ಚಟುವಟಿಕೆಗಳನ್ನು ತೀವ್ರಗೊಳಿಸಲಾಗುತ್ತಿದೆ. ಚುನಾಯಿತ ಜನ ಪ್ರತಿನಿಧಿಗಳು, ಸಾಂಸ್ಕೃತಿಕ ಗಣ್ಯರು, ಸ್ವಚ್ಛತಾ ರಾಯಭಾರಿಗಳು, ಧಾರ್ಮಿಕ ನಾಯಕರು, ನಿವೃತ್ತ ಸೈನಿಕರು, ಹಿರಿಯ ನಾಗರಿಕರು, ಯುವಜನತೆ, ಶಾಲಾ ಮಕ್ಕಳು, ಸ್ಥಳೀಯ ಸಂಸ್ಥೆಗಳು, ಎನ್.ಜಿ.ಓಗಳು ಹೀಗೆ ಎಲ್ಲರ ಸಹಕಾರ ಪಡೆದು ಅಭಿಯಾನ ಯಶಸ್ವಿಯಾಗಿ ನೆರವೇರುವಂತೆ ಕ್ರಿಯಾ ಯೋಜನೆ ರೂಪಿಸಿಕೊಂಡು ಅನುಷ್ಠಾನಗೊಳಿಸಲು ತಾಲೂಕಾ ಪಂಚಾಯತ್ ಮತ್ತು ಗ್ರಾಮ ಪಂಚಾಯತ್ ಅಧಿಕಾರಿಗಳಿಗೆ ಸೂಚನೆ ನೀಡಲಾಗಿದೆ ಎಂದು ಸಿ.ಇ.ಓ ರಾಹುಲ್ ಸಂಕನೂರ್ ಪ್ರಕಟಣೆಯಲ್ಲಿ ತಿಳಿಸಿದ್ದಾರೆ. — [1327, 313, 1479, 904]
right-story-col-2 — [1013, 311, 1165, 927]
left-story-col-1 — [211, 523, 359, 927]
issue-date: ದಿನಾಂಕ : 23-09-2026 ಬುಧವಾರ Wednesday — [733, 192, 1078, 212]
right-story-headline: ಸ್ವಚ್ಛತೆಗೆ ಕೈಜೋಡಿಸುವಂತೆ ಜಿಲ್ಲಾ ಪಂಚಾಯತ್ ಸಿ.ಇ.ಓ ಕರೆ — [913, 270, 1424, 300]
right-story-col-3 — [1172, 311, 1321, 927]
publication-name: ದೂರ ದೃಷ್ಟಿ ಕನ್ನಡ ದಿನ ಪತ್ರಿಕೆ — [270, 192, 434, 212]
right-story-col-4 — [1327, 311, 1479, 927]
ganapati-text-2: ಬಳಪದ ನಡುವೆ ಗಣಪತಿ ಪ್ರತಿಷ್ಠಾಪಿಸಲಾಗಿದೆ. ನೋಟ್‌ಬುಕ್‌ಗಳ ಮೇಲೆ ಎಪಿಎಂಸಿ ಗೇಟಿಯ ಬಳಗ ಅಂತ ಪ್ರಿಂಟ್ ಮಾಡಲಾಗಿದೆ. ಇವುಗಳ ಜೊತೆಗೆ ರಾಮಾಯಣ, ಮಹಾಭಾರತ, ಭಗವದ್ಗೀತೆಯಂತಹ ಧಾರ್ಮಿಕ ಪುರಾಣ ಪುಸ್ತಕಗಳನ್ನು ಸಹ ಇಡಲಾಗಿದೆ. ಕಳೆದ ವರ್ಷ ವಿವಿಧ ಕ್ರೀಡಾ ಸಾಮಗ್ರಿಗಳನ್ನು ಇಡಲಾಗಿತ್ತು. ಗಣಪತಿ ವಿಸರ್ಜನೆ ನಂತರ ಕ್ರೀಡಾ ವಸ್ತುಗಳನ್ನು ಗ್ರಾಮೀಣ ಭಾಗದ ಶಾಲೆಗಳಿಗೆ ವಿತರಿಸಿದರು. ಈ ಬಾರಿಯ ಗಣಪತಿ ವಿಸರ್ಜನೆಯ ನಂತರ ಬುಕ್ ಸೇರಿದಂತೆ ಇತರ ವಸ್ತುಗಳನ್ನು ಸೇರಿಸಿ ಶಾಲೆಗಳಿಗೆ ತಲುಪಿಸಲು ನಿರ್ಧರಿಸಲಾಗಿದೆ. ಕೇವಲ ಗಣಪತಿ ಇಟ್ಟು ವಿಜೃಂಭಣೆಯಿಂದ ವಿಸರ್ಜನೆ ಮಾಡುವುದಲ್ಲದೆ, ಗ್ರಾಮೀಣ ಭಾಗದ ಮಕ್ಕಳಿಗೆ ಅನುಕೂಲವಾಗಲೆಂದು ಈ ರೀತಿಯ ಕಾರ್ಯವನ್ನು ಮಾಡಿಕೊಂಡು ಬಂದಿದ್ದಾರೆ. ಕಳೆದ ವರ್ಷ ಕ್ರೀಡಾ ವಸ್ತುಗಳನ್ನು ನೀಡಿ ಒಂದೇ ಗೇಟಿಯ — [367, 1036, 520, 1606]
ganapati-byline: ದೂರ ದೃಷ್ಟಿ ವಾರ್ತಾ — [211, 1036, 359, 1052]
ganapati-col-8 — [1327, 1034, 1479, 1749]
mangaluru-body — [205, 1795, 1479, 1993]
ganapati-col-1 — [211, 1034, 359, 1749]
left-story-text-1: ಬೀದರ್, ಸೆ.22: ದೈಹಿಕ ಆರೋಗ್ಯದ ಜತೆಗೆ ಮಾನಸಿಕ ನೆಮ್ಮದಿ, ಒತ್ತಡಮುಕ್ತ ಜೀವನ ಹಾಗೂ ಸದ್ಭಾವನೆಯ ಸಂದೇಶ ಸಾರುವ ಉದ್ದೇಶದಿಂದ ಪ್ರಜಾಪಿತಾ ಬ್ರಹ್ಮಕುಮಾರೀಸ್ ಈಶ್ವರೀಯ ವಿಶ್ವವಿದ್ಯಾಲಯ ಬೀದರ್ ಶಿವಶಕ್ತಿ ಕೇಂದ್ರದ ವತಿಯಿಂದ ಆಯೋಜಿಸಿದ್ದ 7 ಕಿ.ಮೀ. 'ಆರೋಗ್ಯಕ್ಕಾಗಿ ಓಟ, ಶಾಂತಿಗಾಗಿ ಓಟ' ಆಧ್ಯಾತ್ಮಿಕ ಮ್ಯಾರಥಾನ್ ಭಾನುವಾರ ಯಶಸ್ವಿಯಾಗಿ ನಡೆಯಿತು. ಕರ್ನಾಟಕ ಪಿಯು ಕಾಲೇಜಿನಿಂದ ಬೆಳಿಗ್ಗೆ 7 ಗಂಟೆಗೆ ಆರಂಭವಾದ ಮ್ಯಾರಥಾನ್‌ಗೆ ವಾಣಿ ಎನ್‌ಎಸ್‌ಜಿ ಕಮಾಂಡೋ ಶ್ರೀ — [211, 525, 359, 890]
